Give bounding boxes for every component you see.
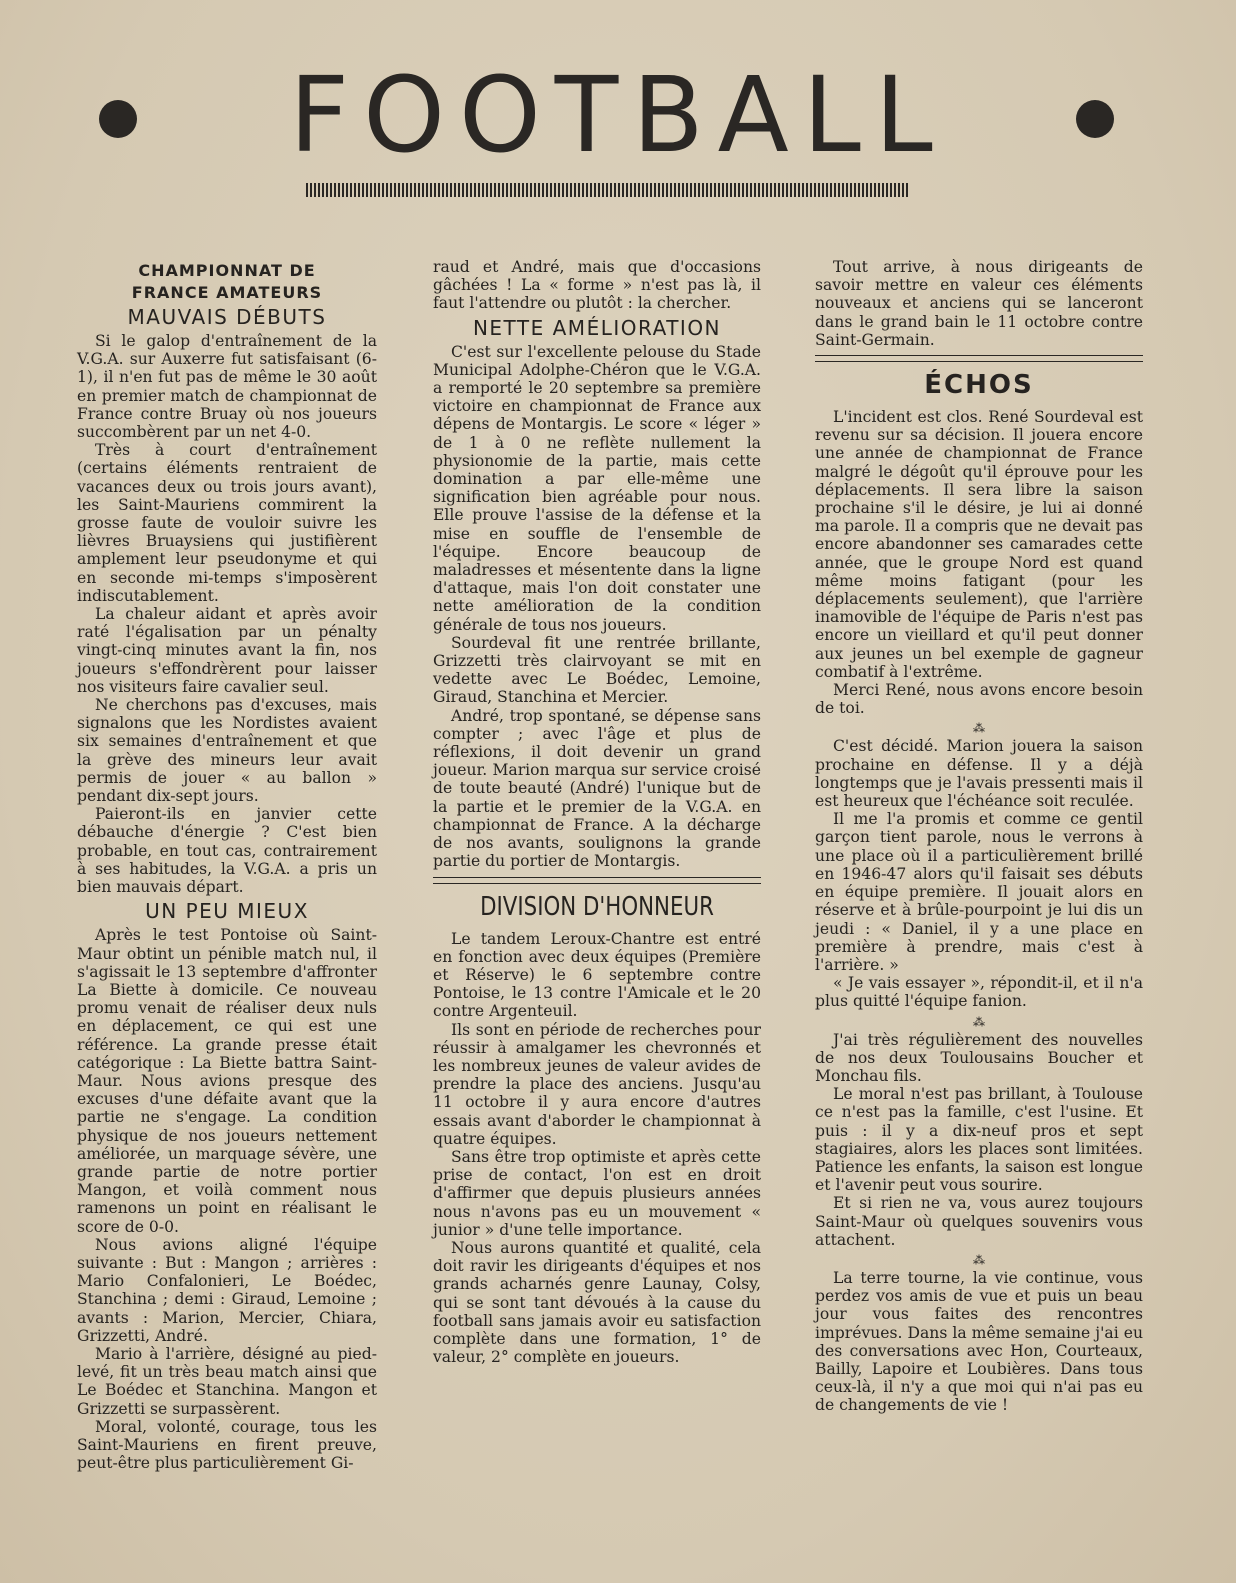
paragraph: Il me l'a promis et comme ce gentil garçon tient parole, nous le verrons à une place où il a particulièrement brillé en 1946-47 alors qu'il faisait ses débuts en équipe première. Il jouait alors en réserve et à brûle-pourpoint je lui dis un jeudi : « Daniel, il y a une place en première à prendre, mais c'est à l'arrière. » [815, 810, 1143, 974]
paragraph: Le moral n'est pas brillant, à Toulouse ce n'est pas la famille, c'est l'usine. Et puis : il y a dix-neuf pros et sept stagiaires, alors les places sont limitées. Patience les enfants, la saison est longue et l'avenir peut vous sourire. [815, 1085, 1143, 1195]
section-title-echos: ÉCHOS [924, 370, 1034, 401]
paragraph: L'incident est clos. René Sourdeval est revenu sur sa décision. Il jouera encore une année de championnat de France malgré le dégoût qu'il éprouve pour les déplacements. Il sera libre la saison prochaine s'il le désire, je lui ai donné ma parole. Il a compris que ne devait pas encore abandonner ses camarades cette année, que le groupe Nord est quand même moins fatigant (pour les déplacements seulement), que l'arrière inamovible de l'équipe de Paris n'est pas encore un vieillard et qu'il peut donner aux jeunes un bel exemple de gagneur combatif à l'extrême. [815, 408, 1143, 681]
heading-championnat-line1: CHAMPIONNAT DE [138, 261, 316, 280]
section-title-division-honneur: DIVISION D'HONNEUR [480, 891, 714, 922]
paragraph: « Je vais essayer », répondit-il, et il n'a plus quitté l'équipe fanion. [815, 974, 1143, 1011]
paragraph: Mario à l'arrière, désigné au pied-levé, fit un très beau match ainsi que Le Boédec et Stanchina. Mangon et Grizzetti se surpassèrent. [77, 1344, 377, 1418]
paragraph: C'est décidé. Marion jouera la saison prochaine en défense. Il y a déjà longtemps que je l'avais pressenti mais il est heureux que l'échéance soit reculée. [815, 737, 1143, 811]
paragraph: Après le test Pontoise où Saint-Maur obtint un pénible match nul, il s'agissait le 13 septembre d'affronter La Biette à domicile. Ce nouveau promu venait de réaliser deux nuls en déplacement, ce qui est une référence. La grande presse était catégorique : La Biette battra Saint-Maur. Nous avions presque des excuses d'une défaite avant que la partie ne s'engage. La condition physique de nos joueurs nettement améliorée, un marquage sévère, une grande partie de notre portier Mangon, et voilà comment nous ramenons un point en réalisant le score de 0-0. [77, 926, 377, 1236]
section-divider [815, 355, 1143, 362]
paragraph: C'est sur l'excellente pelouse du Stade Municipal Adolphe-Chéron que le V.G.A. a remporté le 20 septembre sa première victoire en championnat de France aux dépens de Montargis. Le score « léger » de 1 à 0 ne reflète nullement la physionomie de la partie, mais cette domination a par elle-même une signification bien agréable pour nous. Elle prouve l'assise de la défense et la mise en souffle de l'ensemble de l'équipe. Encore beaucoup de maladresses et mésentente dans la ligne d'attaque, mais l'on doit constater une nette amélioration de la condition générale de tous nos joueurs. [433, 342, 761, 634]
paragraph: Nous avions aligné l'équipe suivante : But : Mangon ; arrières : Mario Confalonieri, Le Boédec, Stanchina ; demi : Giraud, Lemoine ; avants : Marion, Mercier, Chiara, Grizzetti, André. [77, 1235, 377, 1345]
paragraph-continuation: raud et André, mais que d'occasions gâchées ! La « forme » n'est pas là, il faut l'attendre ou plutôt : la chercher. [433, 258, 761, 313]
heading-championnat-line2: FRANCE AMATEURS [131, 283, 323, 302]
asterism-separator: ⁂ [973, 1252, 985, 1267]
asterism-separator: ⁂ [973, 721, 985, 736]
page-title: FOOTBALL [289, 54, 947, 176]
paragraph: Sourdeval fit une rentrée brillante, Grizzetti très clairvoyant se mit en vedette avec Le Boédec, Lemoine, Giraud, Stanchina et Mercier. [433, 633, 761, 707]
paragraph: Si le galop d'entraînement de la V.G.A. sur Auxerre fut satisfaisant (6-1), il n'en fut pas de même le 30 août en premier match de championnat de France contre Bruay où nos joueurs succombèrent par un net 4-0. [77, 332, 377, 442]
section-title-nette-amelioration: NETTE AMÉLIORATION [472, 315, 722, 340]
paragraph: La terre tourne, la vie continue, vous perdez vos amis de vue et puis un beau jour vous faites des rencontres imprévues. Dans la même semaine j'ai eu des conversations avec Hon, Courteaux, Bailly, Lapoire et Loubières. Dans tous ceux-là, il n'y a que moi qui n'ai pas eu de changements de vie ! [815, 1268, 1143, 1415]
paragraph: Le tandem Leroux-Chantre est entré en fonction avec deux équipes (Première et Réserve) le 6 septembre contre Pontoise, le 13 contre l'Amicale et le 20 contre Argenteuil. [433, 929, 761, 1021]
paragraph: Moral, volonté, courage, tous les Saint-Mauriens en firent preuve, peut-être plus particulièrement Gi- [77, 1417, 377, 1473]
paragraph: Et si rien ne va, vous aurez toujours Saint-Maur où quelques souvenirs vous attachent. [815, 1194, 1143, 1249]
paragraph: Tout arrive, à nous dirigeants de savoir mettre en valeur ces éléments nouveaux et anciens qui se lanceront dans le grand bain le 11 octobre contre Saint-Germain. [815, 258, 1143, 349]
paragraph: Très à court d'entraînement (certains éléments rentraient de vacances deux ou trois jours avant), les Saint-Mauriens commirent la grosse faute de vouloir suivre les lièvres Bruaysiens qui justifièrent amplement leur pseudonyme et qui en seconde mi-temps s'imposèrent indiscutablement. [77, 441, 377, 605]
section-divider [433, 877, 761, 884]
title-rule [306, 183, 910, 197]
paragraph: Ne cherchons pas d'excuses, mais signalons que les Nordistes avaient six semaines d'entraînement et que la grève des mineurs leur avait permis de jouer « au ballon » pendant dix-sept jours. [77, 696, 377, 806]
column-1 [77, 258, 377, 1472]
masthead [0, 54, 1236, 176]
paragraph: Sans être trop optimiste et après cette prise de contact, l'on est en droit d'affirmer que depuis plusieurs années nous n'avons pas eu un mouvement « junior » d'une telle importance. [433, 1147, 761, 1239]
section-title-mauvais-debuts: MAUVAIS DÉBUTS [127, 305, 327, 329]
bullet-dot-right [1076, 100, 1114, 138]
paragraph: J'ai très régulièrement des nouvelles de nos deux Toulousains Boucher et Monchau fils. [815, 1030, 1143, 1085]
column-3 [815, 258, 1143, 1415]
asterism-separator: ⁂ [973, 1014, 985, 1029]
section-title-un-peu-mieux: UN PEU MIEUX [145, 899, 309, 924]
paragraph: Merci René, nous avons encore besoin de toi. [815, 681, 1143, 718]
paragraph: Nous aurons quantité et qualité, cela doit ravir les dirigeants d'équipes et nos grands acharnés genre Launay, Colsy, qui se sont tant dévoués à la cause du football sans jamais avoir eu satisfaction complète dans une formation, 1° de valeur, 2° complète en joueurs. [433, 1238, 761, 1367]
paragraph: La chaleur aidant et après avoir raté l'égalisation par un pénalty vingt-cinq minutes avant la fin, nos joueurs s'effondrèrent pour laisser nos visiteurs faire cavalier seul. [77, 605, 377, 696]
paragraph: André, trop spontané, se dépense sans compter ; avec l'âge et plus de réflexions, il doit devenir un grand joueur. Marion marqua sur service croisé de toute beauté (André) l'unique but de la partie et le premier de la V.G.A. en championnat de France. A la décharge de nos avants, soulignons la grande partie du portier de Montargis. [433, 706, 761, 871]
column-2 [433, 258, 761, 1366]
paragraph: Ils sont en période de recherches pour réussir à amalgamer les chevronnés et les nombreux jeunes de valeur avides de prendre la place des anciens. Jusqu'au 11 octobre il y aura encore d'autres essais avant d'aborder le championnat à quatre équipes. [433, 1020, 761, 1148]
paragraph: Paieront-ils en janvier cette débauche d'énergie ? C'est bien probable, en tout cas, contrairement à ses habitudes, la V.G.A. a pris un bien mauvais départ. [77, 805, 377, 897]
